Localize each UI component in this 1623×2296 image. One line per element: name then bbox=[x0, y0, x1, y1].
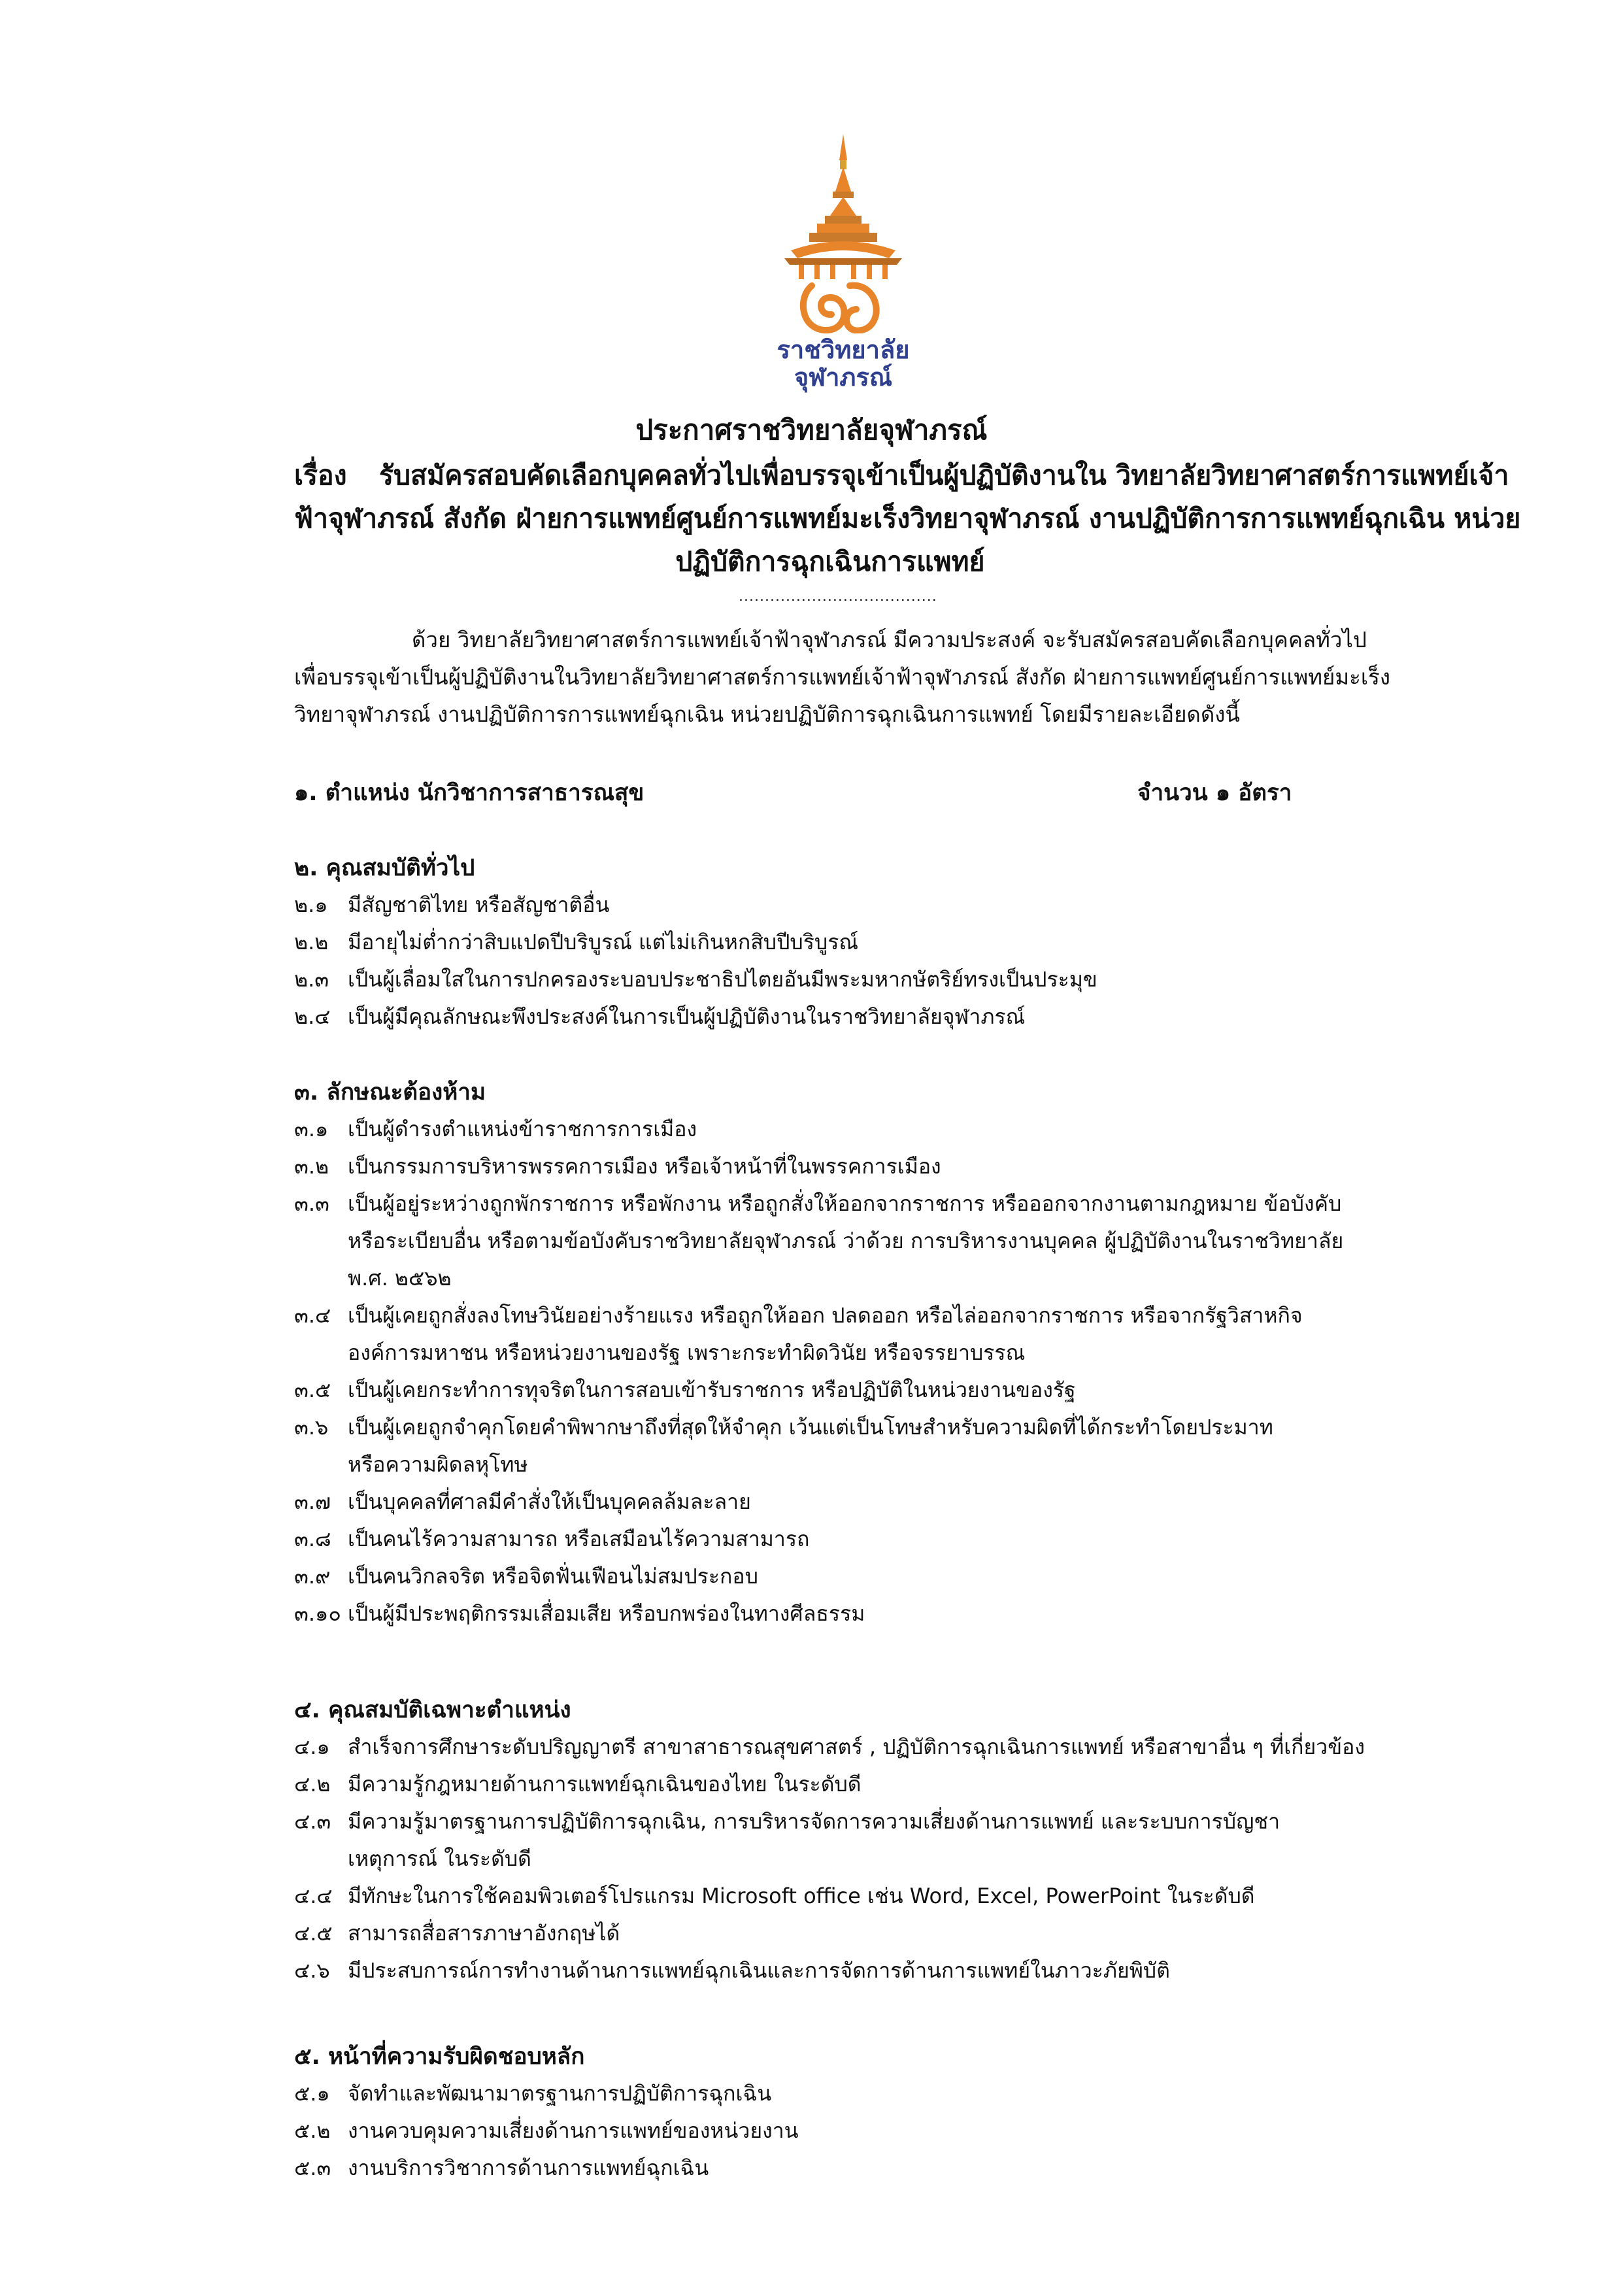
list-item bbox=[294, 1595, 1392, 1632]
list-item bbox=[294, 1409, 1392, 1446]
list-item bbox=[294, 1729, 1392, 1766]
section-main-responsibilities bbox=[294, 2038, 1392, 2187]
list-item-continuation: เหตุการณ์ ในระดับดี bbox=[348, 1846, 531, 1871]
list-item-number: ๕.๓ bbox=[294, 2155, 331, 2180]
subject-line-2: ฟ้าจุฬาภรณ์ สังกัด ฝ่ายการแพทย์ศูนย์การแพทย์มะเร็งวิทยาจุฬาภรณ์ งานปฏิบัติการการแพทย์ฉุกเฉิน หน่วย bbox=[294, 503, 1521, 534]
intro-line-1: ด้วย วิทยาลัยวิทยาศาสตร์การแพทย์เจ้าฟ้าจุฬาภรณ์ มีความประสงค์ จะรับสมัครสอบคัดเลือกบุคคลทั่วไป bbox=[412, 627, 1367, 652]
list-item-number: ๓.๕ bbox=[294, 1377, 331, 1402]
section-heading: ๓. ลักษณะต้องห้าม bbox=[294, 1079, 486, 1106]
announcement-title: ประกาศราชวิทยาลัยจุฬาภรณ์ bbox=[635, 414, 988, 446]
list-item-number: ๕.๑ bbox=[294, 2081, 330, 2106]
list-item-number: ๓.๙ bbox=[294, 1564, 331, 1589]
list-item-number: ๓.๑ bbox=[294, 1117, 329, 1141]
list-item-text: เป็นคนไร้ความสามารถ หรือเสมือนไร้ความสามารถ bbox=[348, 1527, 810, 1551]
position-label: ๑. ตำแหน่ง นักวิชาการสาธารณสุข bbox=[294, 780, 644, 806]
list-item-continuation: องค์การมหาชน หรือหน่วยงานของรัฐ เพราะกระทำผิดวินัย หรือจรรยาบรรณ bbox=[348, 1340, 1026, 1365]
list-item-text: จัดทำและพัฒนามาตรฐานการปฏิบัติการฉุกเฉิน bbox=[348, 2081, 772, 2106]
subject-text-1: รับสมัครสอบคัดเลือกบุคคลทั่วไปเพื่อบรรจุเข้าเป็นผู้ปฏิบัติงานใน วิทยาลัยวิทยาศาสตร์การแพทย์เจ้า bbox=[379, 460, 1509, 491]
list-item-continuation: หรือความผิดลหุโทษ bbox=[348, 1452, 528, 1477]
list-item-number: ๔.๕ bbox=[294, 1921, 333, 1946]
list-item-number: ๔.๒ bbox=[294, 1772, 331, 1797]
university-logo-icon bbox=[752, 134, 935, 333]
list-item bbox=[294, 1372, 1392, 1409]
list-item bbox=[294, 2075, 1392, 2112]
list-item-text: เป็นผู้มีคุณลักษณะพึงประสงค์ในการเป็นผู้ปฏิบัติงานในราชวิทยาลัยจุฬาภรณ์ bbox=[348, 1004, 1026, 1029]
section-general-qualifications bbox=[294, 850, 1392, 1036]
list-item-number: ๒.๔ bbox=[294, 1004, 331, 1029]
list-item-text: เป็นผู้เคยถูกจำคุกโดยคำพิพากษาถึงที่สุดให้จำคุก เว้นแต่เป็นโทษสำหรับความผิดที่ได้กระทำโดยประมาท bbox=[348, 1415, 1273, 1440]
list-item bbox=[294, 924, 1392, 961]
list-item-text: เป็นผู้เคยถูกสั่งลงโทษวินัยอย่างร้ายแรง หรือถูกให้ออก ปลดออก หรือไล่ออกจากราชการ หรือจากรัฐวิสาหกิจ bbox=[348, 1303, 1303, 1328]
list-item-text: สำเร็จการศึกษาระดับปริญญาตรี สาขาสาธารณสุขศาสตร์ , ปฏิบัติการฉุกเฉินการแพทย์ หรือสาขาอื่น ๆ ที่เกี่ยวข้อง bbox=[348, 1734, 1365, 1759]
list-item-text: มีความรู้มาตรฐานการปฏิบัติการฉุกเฉิน, การบริหารจัดการความเสี่ยงด้านการแพทย์ และระบบการบัญชา bbox=[348, 1809, 1280, 1834]
logo-text-line2: จุฬาภรณ์ bbox=[794, 363, 893, 392]
section-prohibited-characteristics bbox=[294, 1074, 1392, 1632]
list-item bbox=[294, 1297, 1392, 1334]
section-specific-qualifications bbox=[294, 1692, 1392, 1989]
section-heading: ๕. หน้าที่ความรับผิดชอบหลัก bbox=[294, 2044, 585, 2070]
list-item-number: ๒.๑ bbox=[294, 892, 328, 917]
position-count: จำนวน ๑ อัตรา bbox=[1137, 780, 1292, 806]
list-item-number: ๕.๒ bbox=[294, 2118, 331, 2143]
list-item-text: เป็นคนวิกลจริต หรือจิตฟั่นเฟือนไม่สมประกอบ bbox=[348, 1564, 758, 1589]
subject-line-1 bbox=[294, 454, 1509, 497]
list-item bbox=[294, 2150, 1392, 2187]
university-logo bbox=[752, 134, 935, 392]
list-item bbox=[294, 1915, 1392, 1952]
announcement-subject bbox=[294, 454, 1521, 583]
list-item-text: งานควบคุมความเสี่ยงด้านการแพทย์ของหน่วยงาน bbox=[348, 2118, 799, 2143]
list-item-text: มีสัญชาติไทย หรือสัญชาติอื่น bbox=[348, 892, 610, 917]
intro-paragraph bbox=[294, 621, 1390, 733]
list-item bbox=[294, 1148, 1392, 1185]
list-item-text: เป็นผู้เคยกระทำการทุจริตในการสอบเข้ารับราชการ หรือปฏิบัติในหน่วยงานของรัฐ bbox=[348, 1377, 1076, 1402]
subject-keyword: เรื่อง bbox=[294, 460, 347, 491]
list-item bbox=[294, 961, 1392, 998]
list-item-number: ๔.๑ bbox=[294, 1734, 330, 1759]
list-item bbox=[294, 1111, 1392, 1148]
list-item-text: เป็นผู้อยู่ระหว่างถูกพักราชการ หรือพักงาน หรือถูกสั่งให้ออกจากราชการ หรือออกจากงานตามกฎหมาย ข้อบังคับ bbox=[348, 1191, 1342, 1216]
list-item bbox=[294, 1766, 1392, 1803]
list-item-number: ๒.๓ bbox=[294, 967, 329, 992]
list-item bbox=[294, 2112, 1392, 2150]
list-item bbox=[294, 1483, 1392, 1521]
list-item bbox=[294, 1521, 1392, 1558]
list-item-number: ๓.๒ bbox=[294, 1154, 329, 1179]
list-item-number: ๓.๘ bbox=[294, 1527, 331, 1551]
separator-dots: ...................................... bbox=[739, 588, 937, 605]
list-item-number: ๓.๔ bbox=[294, 1303, 331, 1328]
list-item-number: ๓.๗ bbox=[294, 1489, 331, 1514]
logo-text-line1: ราชวิทยาลัย bbox=[777, 335, 910, 364]
intro-line-3: วิทยาจุฬาภรณ์ งานปฏิบัติการการแพทย์ฉุกเฉิน หน่วยปฏิบัติการฉุกเฉินการแพทย์ โดยมีรายละเอียดดังนี้ bbox=[294, 701, 1240, 727]
list-item-text: งานบริการวิชาการด้านการแพทย์ฉุกเฉิน bbox=[348, 2155, 709, 2180]
list-item bbox=[294, 1878, 1392, 1915]
list-item-text: เป็นผู้มีประพฤติกรรมเสื่อมเสีย หรือบกพร่องในทางศีลธรรม bbox=[348, 1601, 865, 1626]
list-item-text: เป็นผู้เลื่อมใสในการปกครองระบอบประชาธิปไตยอันมีพระมหากษัตริย์ทรงเป็นประมุข bbox=[348, 967, 1097, 992]
list-item-number: ๓.๑๐ bbox=[294, 1601, 341, 1626]
intro-line-2: เพื่อบรรจุเข้าเป็นผู้ปฏิบัติงานในวิทยาลัยวิทยาศาสตร์การแพทย์เจ้าฟ้าจุฬาภรณ์ สังกัด ฝ่ายการแพทย์ศูนย์การแพทย์มะเร็ง bbox=[294, 664, 1390, 690]
list-item-number: ๓.๖ bbox=[294, 1415, 329, 1440]
list-item-number: ๔.๖ bbox=[294, 1958, 330, 1983]
list-item bbox=[294, 1558, 1392, 1595]
list-item bbox=[294, 886, 1392, 924]
list-item-number: ๒.๒ bbox=[294, 930, 329, 954]
list-item-continuation: พ.ศ. ๒๕๖๒ bbox=[348, 1266, 452, 1291]
subject-line-3: ปฏิบัติการฉุกเฉินการแพทย์ bbox=[675, 546, 985, 577]
list-item bbox=[294, 998, 1392, 1036]
list-item-text: มีประสบการณ์การทำงานด้านการแพทย์ฉุกเฉินและการจัดการด้านการแพทย์ในภาวะภัยพิบัติ bbox=[348, 1958, 1170, 1983]
list-item-text: สามารถสื่อสารภาษาอังกฤษได้ bbox=[348, 1921, 620, 1946]
list-item-number: ๔.๓ bbox=[294, 1809, 331, 1834]
list-item bbox=[294, 1803, 1392, 1840]
list-item-text: เป็นผู้ดำรงตำแหน่งข้าราชการการเมือง bbox=[348, 1117, 697, 1141]
list-item-number: ๓.๓ bbox=[294, 1191, 329, 1216]
section-heading: ๒. คุณสมบัติทั่วไป bbox=[294, 855, 475, 881]
list-item-text: เป็นบุคคลที่ศาลมีคำสั่งให้เป็นบุคคลล้มละลาย bbox=[348, 1489, 751, 1514]
list-item-number: ๔.๔ bbox=[294, 1883, 333, 1908]
list-item-text: มีทักษะในการใช้คอมพิวเตอร์โปรแกรม Microsoft office เช่น Word, Excel, PowerPoint ในระดับดี bbox=[348, 1883, 1255, 1908]
section-heading: ๔. คุณสมบัติเฉพาะตำแหน่ง bbox=[294, 1697, 571, 1723]
list-item-continuation: หรือระเบียบอื่น หรือตามข้อบังคับราชวิทยาลัยจุฬาภรณ์ ว่าด้วย การบริหารงานบุคคล ผู้ปฏิบัติงานในราชวิทยาลัย bbox=[348, 1228, 1344, 1253]
list-item-text: มีอายุไม่ต่ำกว่าสิบแปดปีบริบูรณ์ แต่ไม่เกินหกสิบปีบริบูรณ์ bbox=[348, 930, 859, 954]
list-item-text: เป็นกรรมการบริหารพรรคการเมือง หรือเจ้าหน้าที่ในพรรคการเมือง bbox=[348, 1154, 941, 1179]
list-item bbox=[294, 1185, 1392, 1223]
list-item-text: มีความรู้กฎหมายด้านการแพทย์ฉุกเฉินของไทย ในระดับดี bbox=[348, 1772, 862, 1797]
list-item bbox=[294, 1952, 1392, 1989]
